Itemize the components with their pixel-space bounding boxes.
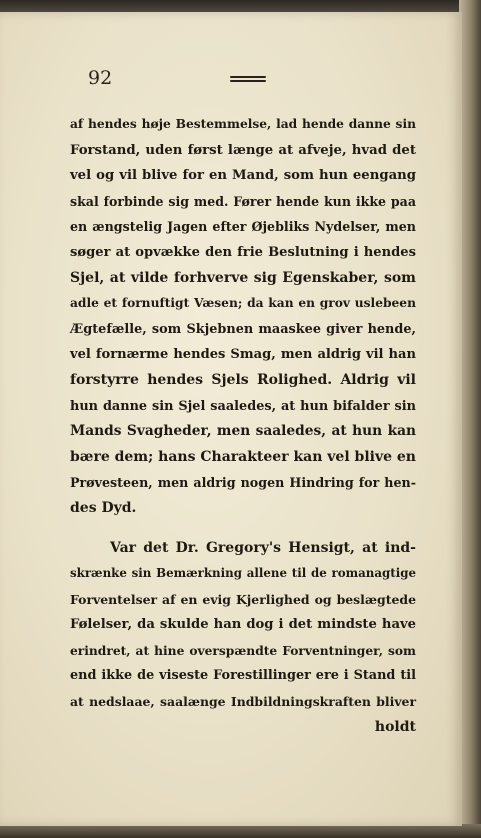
text-line: en ængstelig Jagen efter Øjebliks Nydelser, men: [70, 219, 416, 235]
text-line: Forventelser af en evig Kjerlighed og beslægtede: [70, 591, 416, 607]
paragraph-1: [70, 112, 416, 522]
text-line: skrænke sin Bemærkning allene til de romanagtige: [70, 566, 416, 581]
text-line: des Dyd.: [70, 499, 137, 516]
text-line: Ægtefælle, som Skjebnen maaskee giver hende,: [70, 321, 416, 337]
book-bottom-edge: [0, 824, 481, 838]
text-line: erindret, at hine overspændte Forventninger, som: [70, 642, 416, 658]
header-rule-line: [230, 80, 266, 82]
text-line: skal forbinde sig med. Fører hende kun ikke paa: [70, 193, 416, 209]
text-line: Forstand, uden først længe at afveje, hvad det: [70, 142, 416, 158]
page-number: 92: [88, 67, 113, 89]
header-rule-ornament: [230, 76, 266, 85]
text-line: vel og vil blive for en Mand, som hun eengang: [70, 168, 416, 184]
text-line: Mands Svagheder, men saaledes, at hun kan: [70, 423, 416, 440]
text-line: end ikke de viseste Forestillinger ere i Stand til: [70, 668, 416, 684]
paragraph-2: [70, 536, 416, 715]
body-text: [70, 112, 416, 740]
text-line: Følelser, da skulde han dog i det mindste have: [70, 617, 416, 633]
text-line: vel fornærme hendes Smag, men aldrig vil han: [70, 347, 416, 363]
book-fore-edge: [459, 0, 481, 838]
page-paper: [0, 12, 462, 826]
text-line: søger at opvække den frie Beslutning i hendes: [70, 244, 416, 260]
header-rule-line: [230, 76, 266, 78]
text-line: af hendes høje Bestemmelse, lad hende danne sin: [70, 117, 416, 131]
text-line: bære dem; hans Charakteer kan vel blive en: [70, 448, 416, 465]
text-line: at nedslaae, saalænge Indbildningskraften bliver: [70, 694, 416, 710]
text-line: forstyrre hendes Sjels Rolighed. Aldrig vil: [70, 371, 416, 388]
text-line: Var det Dr. Gregory's Hensigt, at ind-: [110, 539, 416, 556]
text-line: Prøvesteen, men aldrig nogen Hindring for hen-: [70, 475, 416, 491]
text-line: adle et fornuftigt Væsen; da kan en grov uslebeen: [70, 296, 416, 311]
text-line: Sjel, at vilde forhverve sig Egenskaber, som: [70, 269, 416, 286]
paragraph-gap: [70, 522, 416, 536]
catchword: holdt: [374, 718, 416, 735]
text-line: hun danne sin Sjel saaledes, at hun bifalder sin: [70, 398, 416, 414]
